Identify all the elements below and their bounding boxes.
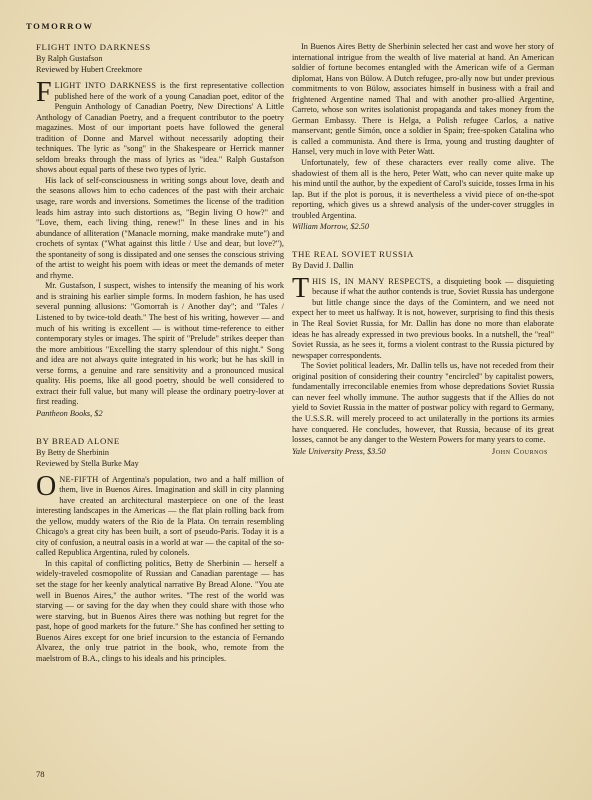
review-publisher: William Morrow, $2.50 <box>292 222 369 232</box>
lead-smallcaps: LIGHT INTO DARKNESS <box>54 81 157 90</box>
review-title: THE REAL SOVIET RUSSIA <box>292 248 414 259</box>
review-title: FLIGHT INTO DARKNESS <box>36 42 151 52</box>
right-column <box>292 42 554 768</box>
review-reviewer: Reviewed by Stella Burke May <box>36 458 139 468</box>
review-lead-paragraph <box>36 470 284 559</box>
lead-smallcaps: NE-FIFTH <box>59 474 99 484</box>
review-paragraph: His lack of self-consciousness in writing songs about love, death and the seasons allows him to echo cadences of the past with their archaic usage, rare words and inversions. Sometimes the license of the tradition leads him astray into such distortions as, "Begin living O how?" and "Love, them, each living thing, renew!" In these lines and in his abundance of alliteration ("Manacle morning, make mandrake mute") and crochets of syntax ("What against this little / Use and dear, but love?"), the spontaneity of song is dissipated and one senses the conscious striving of the artist to weight his poem with ideas or meet the demands of meter and rhyme. <box>36 175 284 280</box>
lead-text: a disquieting book — disquieting because if what the author contends is true, Soviet Russia has undergone but little change since the days of the Comintern, and we need not expect her to meet us halfway. It is not, however, surprising to find this thesis in The Real Soviet Russia, for Mr. Dallin has done no more than elaborate ideas he has already expressed in two previous books. In a nutshell, the "real" Soviet Russia, as he sees it, forms a violent contrast to the Russia pictured by newspaper correspondents. <box>292 276 554 360</box>
left-column <box>36 42 284 762</box>
review-by-bread-alone <box>36 436 284 665</box>
review-lead-paragraph <box>292 272 554 361</box>
page-number: 78 <box>36 769 45 779</box>
review-lead-paragraph <box>36 77 284 176</box>
lead-text: of Argentina's population, two and a half million of them, live in Buenos Aires. Imagination and skill in city planning have created an architectural masterpiece on one of the least interesting landscapes in the Americas — the flat plain rolling back from the yellow, muddy waters of the Rio de la Plata. On terrain resembling Chicago's a great city has been built, a sort of pseudo-Paris. Today it is a city of confusion, a neutral oasis in a world at war — the capital of the so-called Republica Argentina, ruled by colonels. <box>36 474 284 558</box>
lead-text: is the first representative collection published here of the work of a young Canadian poet, editor of the Penguin Anthology of Canadian Poetry, New Directions' A Little Anthology of Canadian Poetry, and a frequent contributor to the poetry magazines. Most of our important poets have followed the general tradition of Donne and Marvel without necessarily adopting their techniques. The lyric as "song" in the Shakespeare or Herrick manner seldom breaks through the mass of lyrics as "idea." Ralph Gustafson shows about equal parts of these two types of lyric. <box>36 81 284 175</box>
drop-cap: F <box>36 77 52 108</box>
review-by-bread-alone-continued <box>292 42 554 233</box>
drop-cap: O <box>36 470 57 502</box>
section-gap <box>36 420 284 436</box>
review-signature: John Cournos <box>491 445 548 456</box>
review-footer <box>292 446 554 458</box>
review-paragraph: The Soviet political leaders, Mr. Dallin tells us, have not receded from their original position of considering their country "encircled" by capitalist powers, fundamentally irreconcilable enemies from whose depredations Soviet Russia can never feel wholly immune. The author suggests that if the Allies do not yield to Soviet Russia in the matter of postwar policy with regard to Germany, the U.S.S.R. will merely proceed to act unilaterally in the portions its armies have conquered. He concludes, however, that Russia, because of its great losses, cannot be any danger to the Western Powers for many years to come. <box>292 361 554 445</box>
review-reviewer: Reviewed by Hubert Creekmore <box>36 65 143 74</box>
review-paragraph: Unfortunately, few of these characters ever really come alive. The shadowiest of them all is the hero, Peter Watt, who can never quite make up his mind until the author, by the expedient of Carol's suicide, tosses Irma in his lap. But if the plot is porous, it is nevertheless a vivid piece of on-the-spot reporting, which gives us a shrewd analysis of the under-cover struggles in troubled Argentina. <box>292 158 554 220</box>
section-gap <box>292 233 554 249</box>
review-publisher: Yale University Press, $3.50 <box>292 446 386 456</box>
running-head: TOMORROW <box>26 21 94 31</box>
review-paragraph: In Buenos Aires Betty de Sherbinin selected her cast and wove her story of international intrigue from the wealth of live material at hand. An American soldier of fortune becomes entangled with the American wife of a German diplomat, Hans von Bülow. A Dutch refugee, pro-ally now but under previous commitments to von Bülow, associates himself in business with a frail and frightened Argentine named Thal and with another pro-allied Argentine, Carreto, whose son writes isolationist propaganda and takes money from the German Embassy. There is Helga, a Polish refugee Carlos, a native manservant; gentle Simón, once a soldier in Spain; free-spoken Catalina who is called a communista. And there is Irma, young and trusting daughter of Hansel, very much in love with Peter Watt. <box>292 42 554 157</box>
drop-cap: T <box>292 272 310 304</box>
review-byline: By David J. Dallin <box>292 260 354 270</box>
lead-smallcaps: HIS IS, IN MANY RESPECTS, <box>312 276 434 286</box>
review-flight-into-darkness <box>36 42 284 420</box>
review-byline: By Ralph Gustafson <box>36 54 103 63</box>
review-paragraph: Mr. Gustafson, I suspect, wishes to intensify the meaning of his work and is straining his earlier simple forms. In modern fashion, he has used several punning allusions: "Gomorrah is / Another day"; and "Tales / Listened to by twice-told death." The best of his writing, however — and much of his writing is excellent — is without time-reference to either contemporary styles or images. The spirit of "Prelude" strikes deeper than the more ambitious "Excelling the starry splendour of this night." Song and idea are not always quite integrated in his work; but he has skill in verse forms, a genuine and rare sensitivity and a pronounced musical quality. His poems, like all good poetry, should be well considered to extract their full value, but many will please the ordinary poetry-lover at first reading. <box>36 281 284 407</box>
review-paragraph-continued: In this capital of conflicting politics, Betty de Sherbinin — herself a widely-traveled cosmopolite of Russian and Canadian parentage — has set the stage for her keenly analytical narrative By Bread Alone. "You ate well in Buenos Aires," the author writes. "The rest of the world was starving — or saving for the day when they could share with those who were starving, but in Buenos Aires there was nothing but regret for the past, hope of good markets for the future." She has confined her setting to Buenos Aires except for one brief incursion to the estancia of Fernando Alvarez, the only true patriot in the book, who, remote from the maelstrom of B.A., clings to his ideals and his principles. <box>36 558 284 663</box>
review-publisher: Pantheon Books, $2 <box>36 408 103 418</box>
review-title: BY BREAD ALONE <box>36 435 120 446</box>
review-byline: By Betty de Sherbinin <box>36 447 109 457</box>
review-real-soviet-russia <box>292 249 554 457</box>
